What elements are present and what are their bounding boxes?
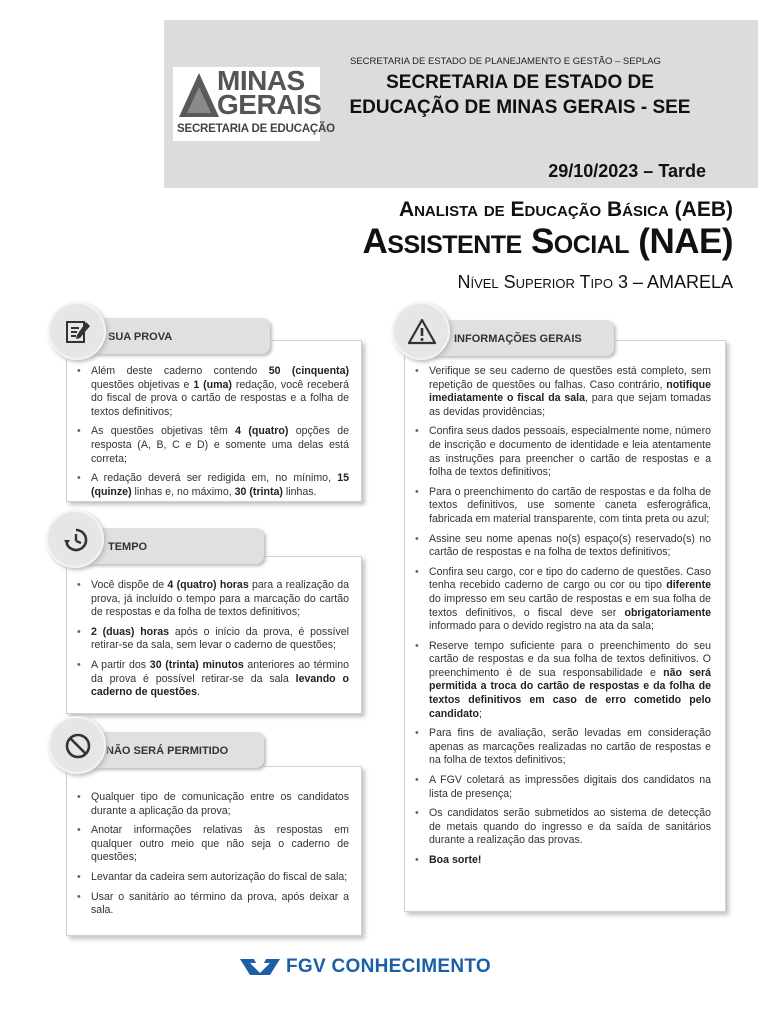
list-item xyxy=(405,854,711,868)
informacoes-list xyxy=(405,365,711,868)
list-item xyxy=(67,791,349,818)
list-item xyxy=(405,365,711,419)
sua-prova-title: SUA PROVA xyxy=(108,331,173,343)
list-item-emphasis: 50 (cinquenta) xyxy=(268,365,349,377)
list-item-emphasis: 30 (trinta) minutos xyxy=(149,658,244,671)
list-item-text: Você dispõe de xyxy=(91,579,168,591)
see-title-line1: SECRETARIA DE ESTADO DE xyxy=(386,72,654,93)
list-item-text: Além deste caderno contendo xyxy=(91,365,269,377)
list-item-text: A FGV coletará as impressões digitais dos candidatos na lista de presença; xyxy=(429,774,711,800)
list-item-text: As questões objetivas têm xyxy=(91,425,236,438)
list-item xyxy=(67,626,349,653)
list-item-text: redação, você receberá do fiscal de prova o cartão de respostas e a folha de textos definitivos; xyxy=(91,378,349,418)
list-item-text: Os candidatos serão submetidos ao sistema de detecção de metais quando do ingresso e da saída de sanitários durante a realização das provas. xyxy=(429,807,711,847)
tempo-tab xyxy=(80,528,264,564)
see-title xyxy=(335,70,705,120)
list-item xyxy=(405,807,711,848)
list-item-emphasis: notifique imediatamente o fiscal da sala xyxy=(429,378,711,405)
warning-triangle-icon xyxy=(408,318,436,346)
list-item-text: Confira seu cargo, cor e tipo do caderno de questões. Caso tenha recebido caderno de cargo ou cor ou tipo xyxy=(429,565,711,592)
exam-date: 29/10/2023 – Tarde xyxy=(548,161,706,181)
list-item-text: questões objetivas e xyxy=(91,378,194,391)
fgv-brand: FGV CONHECIMENTO xyxy=(286,956,492,977)
list-item-text: Verifique se seu caderno de questões está completo, sem repetição de questões ou falhas. Caso contrário, xyxy=(429,365,711,391)
nao-permitido-tab xyxy=(80,732,264,768)
list-item-emphasis: 1 (uma) xyxy=(193,378,232,391)
list-item-text: . xyxy=(196,686,200,699)
list-item-text: A redação deverá ser redigida em, no mínimo, xyxy=(91,472,338,485)
minas-gerais-logo xyxy=(173,65,335,141)
list-item xyxy=(67,425,349,466)
list-item-text: para a realização da prova, já incluído o tempo para a marcação do cartão de respostas e da folha de textos definitivos; xyxy=(91,579,349,619)
list-item-text: anteriores ao término da prova é possível retirar-se da sala xyxy=(91,658,350,685)
list-item-text: Levantar da cadeira sem autorização do fiscal de sala; xyxy=(91,870,348,883)
list-item xyxy=(67,891,349,918)
list-item-emphasis: levando o caderno de questões xyxy=(91,672,349,699)
list-item-emphasis: 4 (quatro) horas xyxy=(167,579,249,591)
list-item xyxy=(67,871,349,885)
list-item-emphasis: 15 (quinze) xyxy=(91,472,349,498)
fgv-footer xyxy=(240,956,491,978)
list-item-text: Confira seus dados pessoais, especialmente nome, número de inscrição e documento de identidade e leia atentamente as instruções para preencher o cartão de respostas e a folha de textos definitivos; xyxy=(429,425,711,479)
logo-gerais: GERAIS xyxy=(217,89,322,120)
list-item xyxy=(67,579,349,620)
nao-permitido-box xyxy=(66,766,362,936)
list-item xyxy=(405,727,711,768)
sua-prova-list xyxy=(67,365,349,499)
nao-permitido-title: NÃO SERÁ PERMITIDO xyxy=(106,745,229,757)
list-item-text: linhas e, no máximo, xyxy=(131,485,235,498)
list-item xyxy=(67,365,349,419)
list-item-text: informado para o devido registro na ata da sala; xyxy=(429,620,654,633)
list-item-text: após o início da prova, é possível retirar-se da sala, sem levar o caderno de questões; xyxy=(91,625,349,652)
sua-prova-tab xyxy=(80,318,270,354)
informacoes-box xyxy=(404,340,726,912)
list-item-emphasis: Boa sorte! xyxy=(429,854,482,866)
tempo-list xyxy=(67,579,349,700)
mountain-logo-icon xyxy=(179,73,219,117)
tempo-icon-circle xyxy=(46,510,104,568)
sua-prova-box xyxy=(66,340,362,502)
list-item xyxy=(405,486,711,527)
list-item-emphasis: obrigatoriamente xyxy=(624,606,711,619)
list-item-text: Qualquer tipo de comunicação entre os candidatos durante a aplicação da prova; xyxy=(91,791,349,817)
informacoes-title: INFORMAÇÕES GERAIS xyxy=(454,333,582,345)
list-item xyxy=(67,472,349,499)
tempo-box xyxy=(66,556,362,714)
logo-secretaria: SECRETARIA DE EDUCAÇÃO xyxy=(177,123,335,135)
seplag-label: SECRETARIA DE ESTADO DE PLANEJAMENTO E GESTÃO – SEPLAG xyxy=(350,56,661,67)
logo-minas: MINAS xyxy=(217,65,305,96)
informacoes-tab xyxy=(424,320,614,356)
list-item-text: Assine seu nome apenas no(s) espaço(s) reservado(s) no cartão de respostas e na folha de textos definitivos; xyxy=(429,532,711,559)
list-item xyxy=(405,566,711,634)
list-item xyxy=(405,640,711,722)
list-item-text: do impresso em seu cartão de respostas e em sua folha de textos definitivos, o fiscal deve ser xyxy=(429,592,711,619)
list-item xyxy=(67,659,349,700)
list-item-text: Reserve tempo suficiente para o preenchimento do seu cartão de respostas e da sua folha de textos definitivos. O preenchimento é de sua responsabilidade e xyxy=(429,639,711,679)
exam-title: Assistente Social (NAE) xyxy=(362,222,733,261)
list-item-emphasis: 4 (quatro) xyxy=(235,425,289,438)
clock-history-icon xyxy=(62,526,90,554)
nao-permitido-icon-circle xyxy=(48,716,106,774)
list-item-emphasis: 30 (trinta) xyxy=(234,485,283,498)
prohibited-icon xyxy=(64,732,92,760)
see-title-line2: EDUCAÇÃO DE MINAS GERAIS - SEE xyxy=(349,97,691,118)
list-item-text: Para o preenchimento do cartão de respostas e da folha de textos definitivos, use somente caneta esferográfica, fabricada em material transparente, com tinta preta ou azul; xyxy=(429,485,711,525)
list-item xyxy=(405,774,711,801)
fgv-logo-icon xyxy=(240,957,280,977)
list-item-text: , para que sejam tomadas as devidas providências; xyxy=(429,392,711,418)
pencil-paper-icon xyxy=(64,318,92,346)
list-item-emphasis: 2 (duas) horas xyxy=(91,625,170,638)
list-item-text: opções de resposta (A, B, C e D) e somente uma delas está correta; xyxy=(91,425,349,465)
list-item xyxy=(405,425,711,479)
nao-permitido-list xyxy=(67,791,349,918)
list-item-emphasis: não será permitida a troca do cartão de respostas e da folha de textos definitivos em caso de erro cometido pelo candidato xyxy=(429,666,711,720)
list-item xyxy=(67,824,349,865)
list-item-text: ; xyxy=(479,707,482,720)
list-item xyxy=(405,533,711,560)
list-item-text: A partir dos xyxy=(91,658,150,671)
list-item-text: Usar o sanitário ao término da prova, após deixar a sala. xyxy=(91,890,349,917)
informacoes-icon-circle xyxy=(392,302,450,360)
exam-level: Nível Superior Tipo 3 – AMARELA xyxy=(457,272,733,292)
sua-prova-icon-circle xyxy=(48,302,106,360)
list-item-emphasis: diferente xyxy=(666,579,711,592)
list-item-text: Anotar informações relativas às respostas em qualquer outro meio que não seja o caderno de questões; xyxy=(91,824,349,864)
list-item-text: Para fins de avaliação, serão levadas em consideração apenas as marcações realizadas no cartão de respostas e na folha de textos definitivos; xyxy=(429,727,711,767)
tempo-title: TEMPO xyxy=(108,541,148,553)
list-item-text: linhas. xyxy=(282,485,317,498)
exam-career: Analista de Educação Básica (AEB) xyxy=(398,198,733,221)
